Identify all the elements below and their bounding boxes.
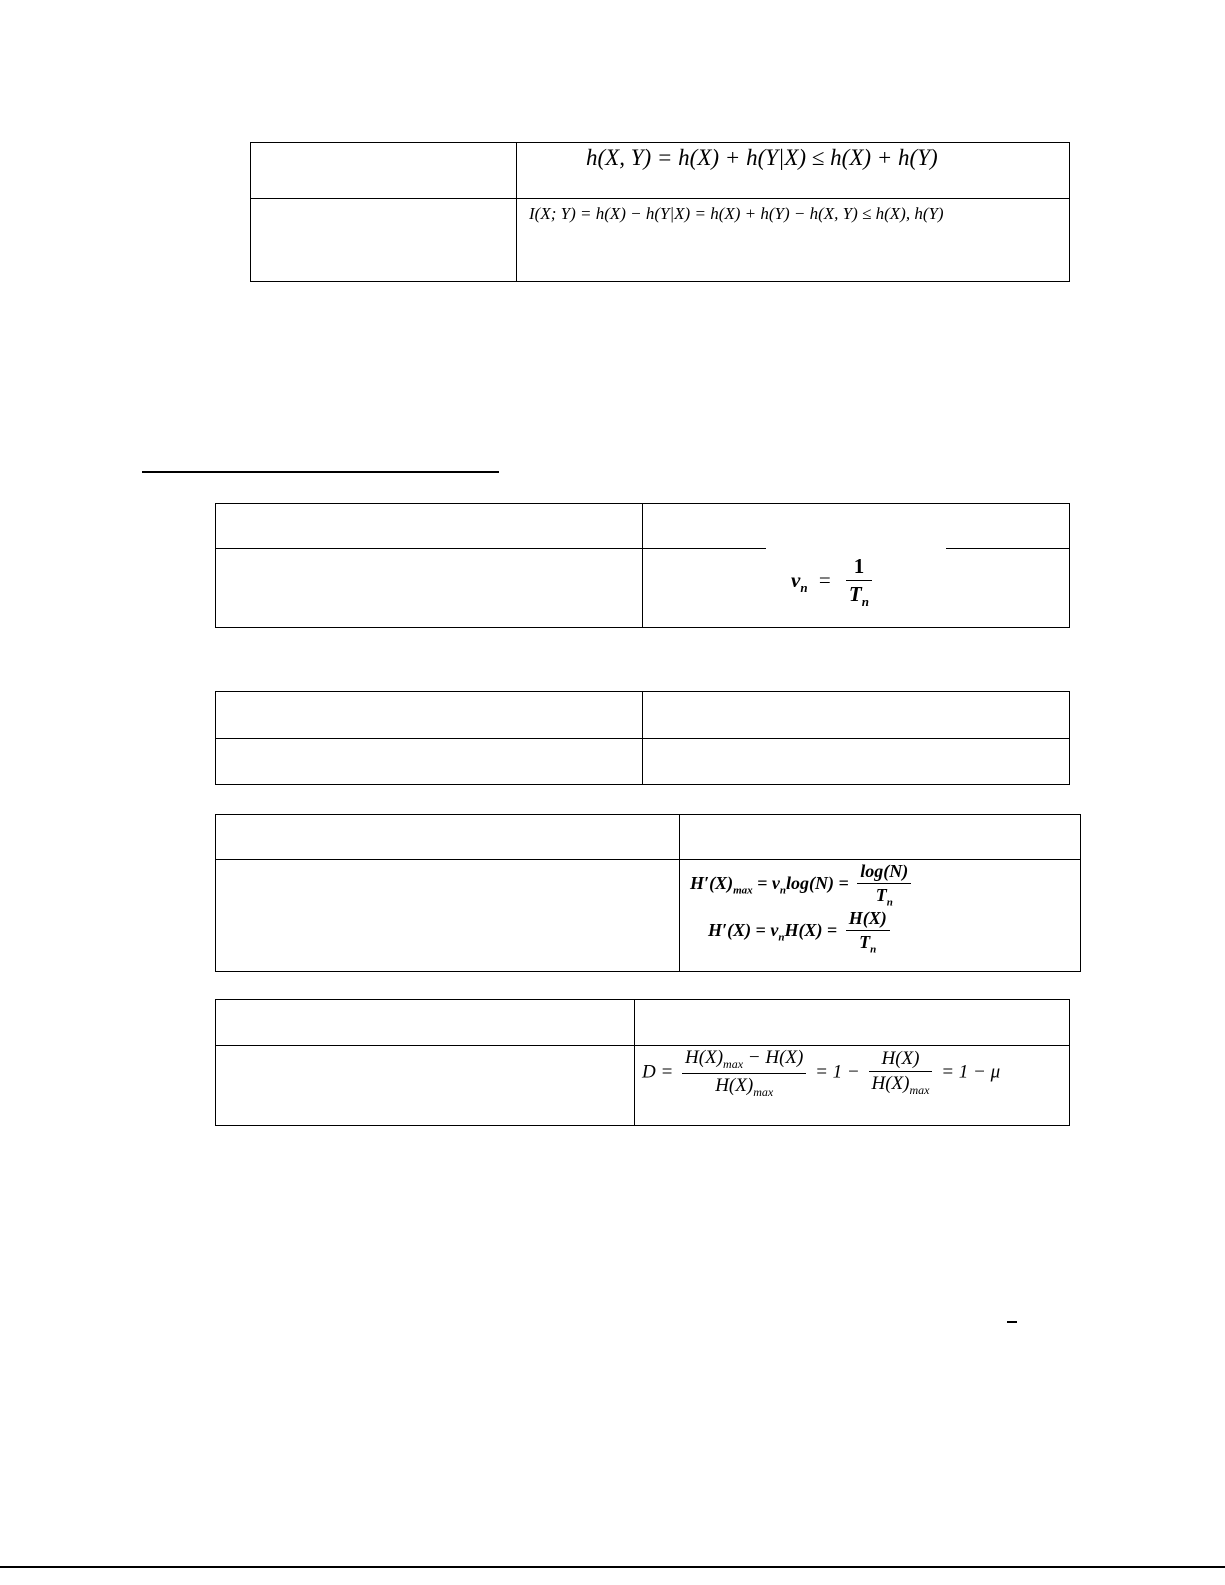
empty-table: [215, 691, 1070, 785]
row-divider: [216, 859, 1080, 860]
column-divider: [634, 1000, 635, 1125]
section-heading-underline: [142, 471, 499, 473]
row-divider: [216, 548, 766, 549]
row-divider: [216, 1045, 1069, 1046]
entropy-table: [250, 142, 1070, 282]
column-divider: [516, 143, 517, 281]
row-divider: [216, 738, 1069, 739]
stray-dash-mark: [1007, 1321, 1017, 1323]
row-divider: [251, 198, 1069, 199]
entropy-rate-formula: $H'(X) = v_nH(X)$ = $\frac{H(X)}{T_n}$: [708, 908, 894, 956]
symbol-rate-formula: $v_n$ = $\frac{1}{T_n}$: [791, 554, 876, 610]
entropy-rate-table: [215, 814, 1081, 972]
mutual-information-formula: I(X; Y) = h(X) − h(Y|X) = h(X) + h(Y) − h(X, Y) ≤ h(X), h(Y): [529, 204, 944, 223]
page-bottom-rule: [0, 1566, 1225, 1568]
column-divider: [642, 504, 643, 627]
row-divider: [946, 548, 1069, 549]
column-divider: [679, 815, 680, 971]
frequency-table: [215, 503, 1070, 628]
redundancy-formula: D = $\frac{H(X)_{max} - H(X)}{H(X)_{max}}$ = 1 − $\frac{H(X)}{H(X)_{max}}$ = 1 − μ: [642, 1047, 1001, 1099]
joint-entropy-formula: h(X, Y) = h(X) + h(Y|X) ≤ h(X) + h(Y): [586, 145, 938, 170]
max-entropy-rate-formula: $H'(X)_{max} = v_n\log(N)$ = $\frac{\log(N)}{T_n}$: [690, 861, 915, 909]
redundancy-table: [215, 999, 1070, 1126]
